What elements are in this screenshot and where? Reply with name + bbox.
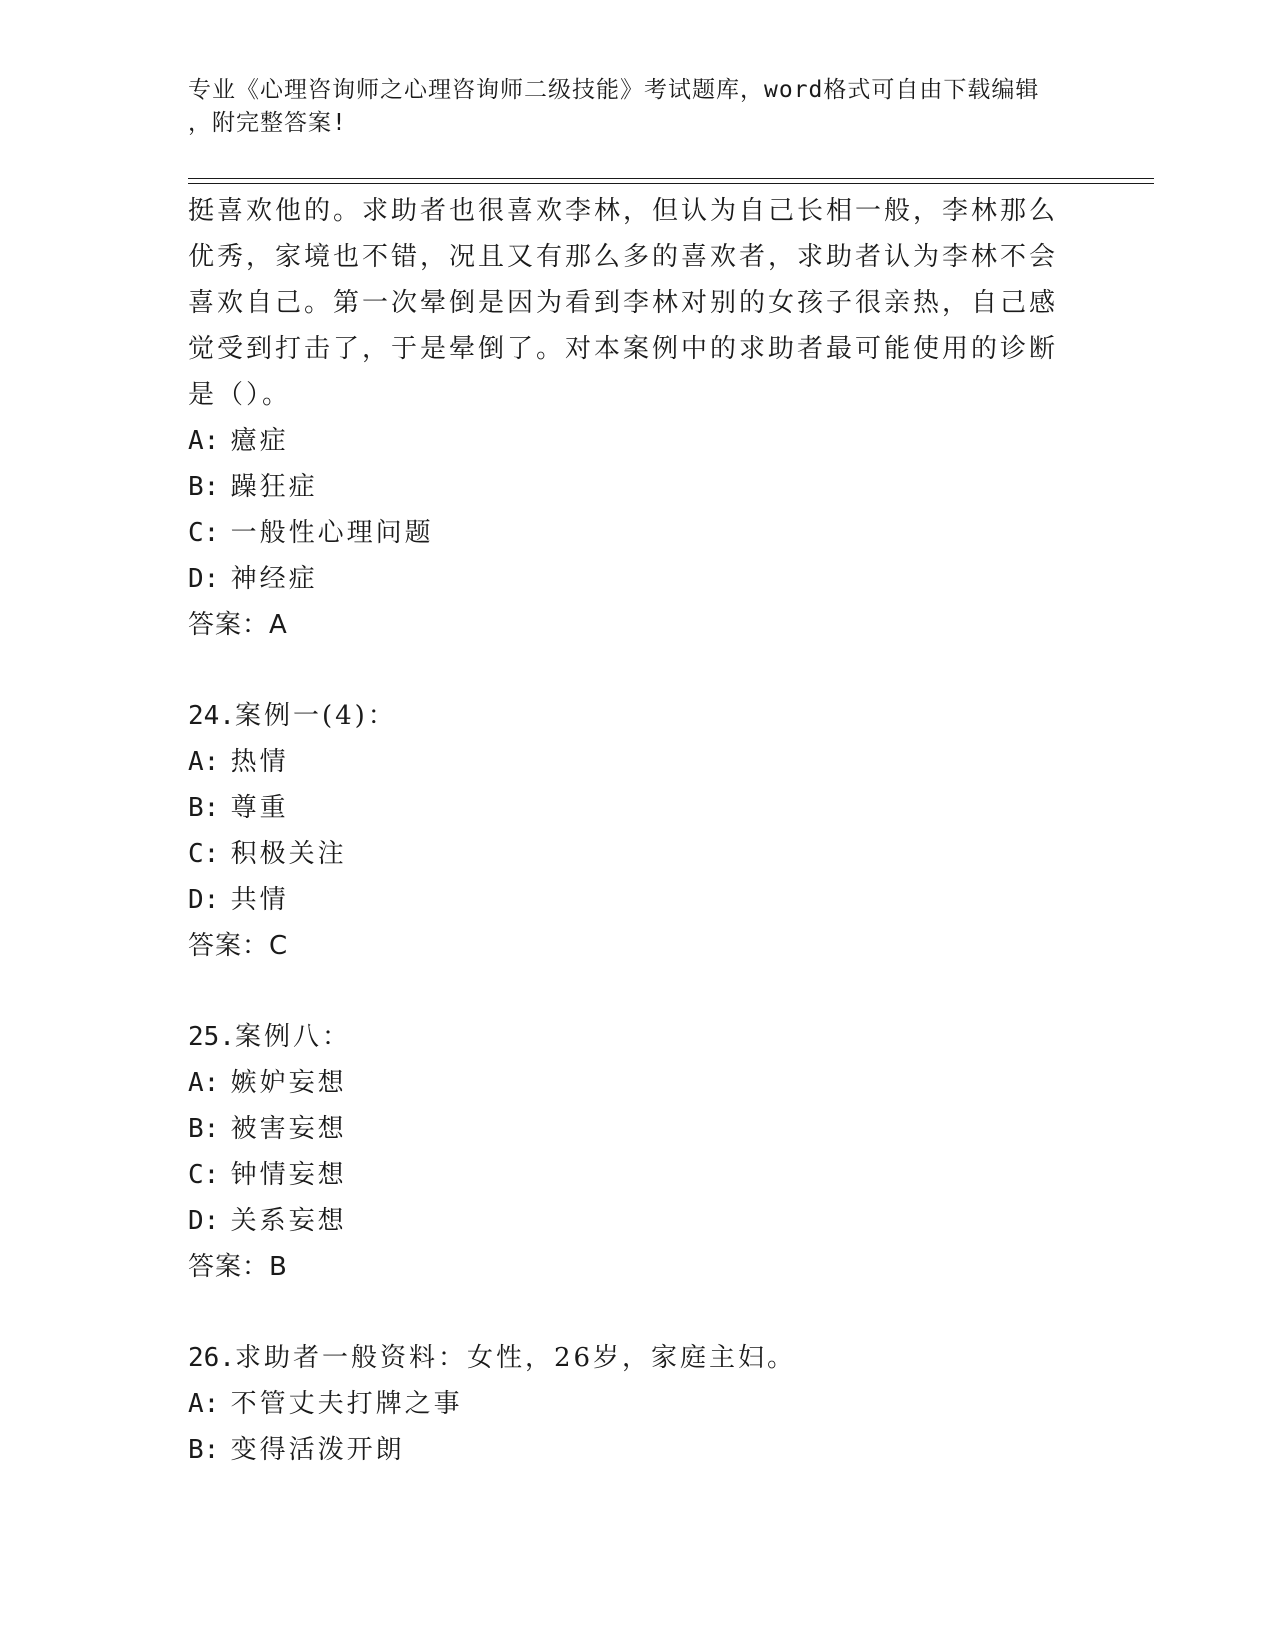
option-c [188,510,1068,556]
stem-line: 觉受到打击了，于是晕倒了。对本案例中的求助者最可能使用的诊断 [188,334,1059,364]
option-text: 被害妄想 [230,1114,347,1144]
option-text: 躁狂症 [230,472,318,502]
header-line-2: ，附完整答案! [188,110,347,136]
option-letter: B: [188,1114,220,1144]
question-title [188,1335,1068,1381]
answer-line: 答案：B [188,1252,288,1282]
question-number: 24. [188,701,235,731]
question-25 [188,1014,1068,1290]
option-a [188,739,1068,785]
stem-line: 优秀，家境也不错，况且又有那么多的喜欢者，求助者认为李林不会 [188,242,1059,272]
option-text: 癔症 [230,426,289,456]
header-rule-bottom [188,183,1154,184]
option-text: 积极关注 [230,839,347,869]
option-letter: A: [188,747,220,777]
option-c [188,831,1068,877]
option-letter: C: [188,839,220,869]
document-body [188,188,1068,1473]
spacer [188,648,1068,693]
option-text: 尊重 [230,793,289,823]
option-letter: A: [188,426,220,456]
option-a [188,1060,1068,1106]
option-letter: C: [188,518,220,548]
stem-line: 喜欢自己。第一次晕倒是因为看到李林对别的女孩子很亲热，自己感 [188,288,1059,318]
document-header [188,74,1068,140]
spacer [188,1290,1068,1335]
question-text: 求助者一般资料：女性，26岁，家庭主妇。 [234,1343,797,1373]
header-rule-top [188,178,1154,179]
option-text: 不管丈夫打牌之事 [230,1389,463,1419]
option-c [188,1152,1068,1198]
option-b [188,1427,1068,1473]
option-text: 嫉妒妄想 [230,1068,347,1098]
option-d [188,1198,1068,1244]
option-letter: B: [188,472,220,502]
question-stem [188,188,1068,418]
option-b [188,785,1068,831]
question-title [188,1014,1068,1060]
option-letter: D: [188,564,220,594]
answer-line: 答案：A [188,610,288,640]
header-line-1: 专业《心理咨询师之心理咨询师二级技能》考试题库，word格式可自由下载编辑 [188,77,1040,103]
option-text: 神经症 [230,564,318,594]
question-title [188,693,1068,739]
option-letter: B: [188,1435,220,1465]
question-number: 26. [188,1343,235,1373]
question-text: 案例一(4)： [234,701,397,731]
option-b [188,1106,1068,1152]
option-letter: A: [188,1068,220,1098]
question-24 [188,693,1068,969]
option-letter: B: [188,793,220,823]
option-a [188,418,1068,464]
option-letter: D: [188,885,220,915]
stem-line: 挺喜欢他的。求助者也很喜欢李林，但认为自己长相一般，李林那么 [188,196,1059,226]
question-text: 案例八： [234,1022,351,1052]
option-b [188,464,1068,510]
question-26 [188,1335,1068,1473]
option-text: 变得活泼开朗 [230,1435,405,1465]
option-text: 热情 [230,747,289,777]
option-text: 共情 [230,885,289,915]
option-letter: A: [188,1389,220,1419]
question-number: 25. [188,1022,235,1052]
spacer [188,969,1068,1014]
option-text: 一般性心理问题 [230,518,434,548]
option-d [188,556,1068,602]
option-d [188,877,1068,923]
option-letter: D: [188,1206,220,1236]
option-text: 钟情妄想 [230,1160,347,1190]
answer-line: 答案：C [188,931,289,961]
stem-line: 是（）。 [188,380,292,410]
option-letter: C: [188,1160,220,1190]
option-text: 关系妄想 [230,1206,347,1236]
question-23 [188,188,1068,648]
option-a [188,1381,1068,1427]
